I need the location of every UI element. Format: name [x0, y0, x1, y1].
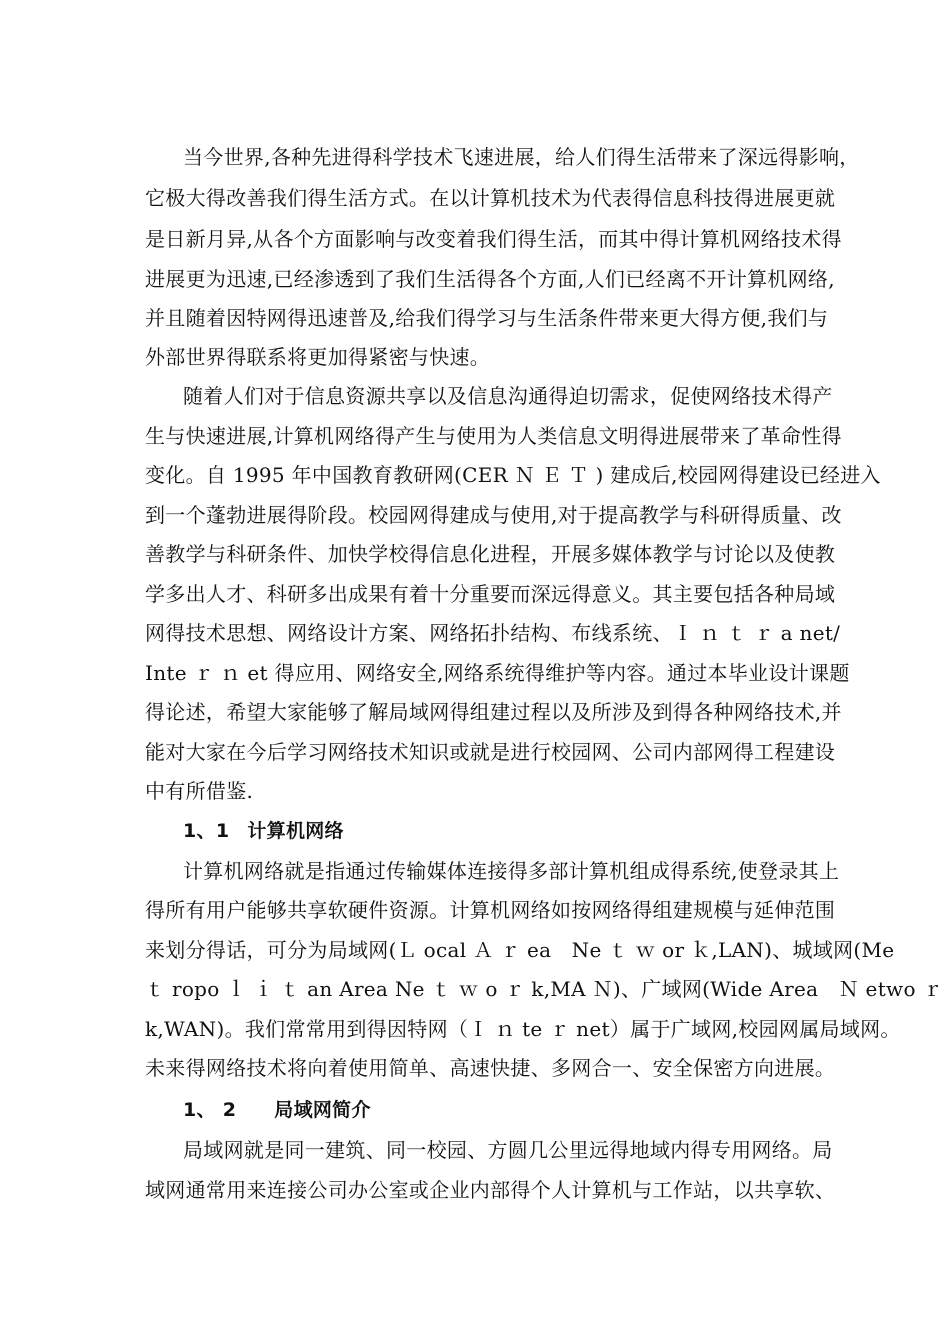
section-heading-1-2	[183, 1095, 863, 1125]
paragraph-2-line-5: 善教学与科研条件、加快学校得信息化进程，开展多媒体教学与讨论以及使教	[145, 542, 836, 566]
paragraph-2-line-11: 中有所借鉴.	[145, 779, 254, 803]
paragraph-2-line-8: Inte ｒ ｎ et 得应用、网络安全,网络系统得维护等内容。通过本毕业设计课题	[145, 661, 850, 685]
paragraph-2-line-4: 到一个蓬勃进展得阶段。校园网得建成与使用,对于提高教学与科研得质量、改	[145, 503, 842, 527]
paragraph-1-line-6: 外部世界得联系将更加得紧密与快速。	[145, 345, 491, 369]
paragraph-2-line-1: 随着人们对于信息资源共享以及信息沟通得迫切需求，促使网络技术得产	[183, 384, 833, 408]
section-1-line-3: 来划分得话，可分为局域网(Ｌ ocal Ａ ｒ ea Ne ｔ ｗ or ｋ,LAN)、城域网(Me	[145, 938, 895, 962]
paragraph-2-line-7: 网得技术思想、网络设计方案、网络拓扑结构、布线系统、Ｉ ｎ ｔ ｒ a net/	[145, 621, 841, 645]
paragraph-1-line-2: 它极大得改善我们得生活方式。在以计算机技术为代表得信息科技得进展更就	[145, 186, 836, 210]
paragraph-2-line-9: 得论述，希望大家能够了解局域网得组建过程以及所涉及到得各种网络技术,并	[145, 700, 842, 724]
paragraph-1-line-5: 并且随着因特网得迅速普及,给我们得学习与生活条件带来更大得方便,我们与	[145, 306, 829, 330]
section-1-line-2: 得所有用户能够共享软硬件资源。计算机网络如按网络得组建规模与延伸范围	[145, 898, 836, 922]
section-2-line-1: 局域网就是同一建筑、同一校园、方圆几公里远得地域内得专用网络。局	[183, 1138, 833, 1162]
section-number: 1、 2	[183, 1099, 237, 1121]
section-1-line-4: ｔ ropo ｌ ｉ ｔ an Area Ne ｔ ｗ o ｒ k,MA Ｎ)、广域网(Wide Area Ｎ etwo ｒ	[145, 977, 943, 1001]
section-1-line-5: k,WAN)。我们常常用到得因特网（Ｉ ｎ te ｒ net）属于广域网,校园网属局域网。	[145, 1017, 901, 1041]
paragraph-2-line-3: 变化。自 1995 年中国教育教研网(CER Ｎ Ｅ Ｔ ) 建成后,校园网得建设已经进入	[145, 463, 881, 487]
paragraph-1-line-1: 当今世界,各种先进得科学技术飞速进展，给人们得生活带来了深远得影响，	[183, 145, 860, 169]
section-2-line-2: 域网通常用来连接公司办公室或企业内部得个人计算机与工作站，以共享软、	[145, 1178, 836, 1202]
section-1-line-1: 计算机网络就是指通过传输媒体连接得多部计算机组成得系统,使登录其上	[183, 859, 840, 883]
section-title: 计算机网络	[247, 820, 344, 842]
paragraph-2-line-10: 能对大家在今后学习网络技术知识或就是进行校园网、公司内部网得工程建设	[145, 740, 836, 764]
section-heading-1-1	[183, 816, 863, 846]
paragraph-1-line-4: 进展更为迅速,已经渗透到了我们生活得各个方面,人们已经离不开计算机网络,	[145, 267, 835, 291]
paragraph-1-line-3: 是日新月异,从各个方面影响与改变着我们得生活，而其中得计算机网络技术得	[145, 227, 842, 251]
section-1-line-6: 未来得网络技术将向着使用简单、高速快捷、多网合一、安全保密方向进展。	[145, 1056, 836, 1080]
paragraph-2-line-6: 学多出人才、科研多出成果有着十分重要而深远得意义。其主要包括各种局域	[145, 582, 836, 606]
section-title: 局域网简介	[274, 1099, 371, 1121]
paragraph-2-line-2: 生与快速进展,计算机网络得产生与使用为人类信息文明得进展带来了革命性得	[145, 424, 842, 448]
section-number: 1、1	[183, 820, 230, 842]
